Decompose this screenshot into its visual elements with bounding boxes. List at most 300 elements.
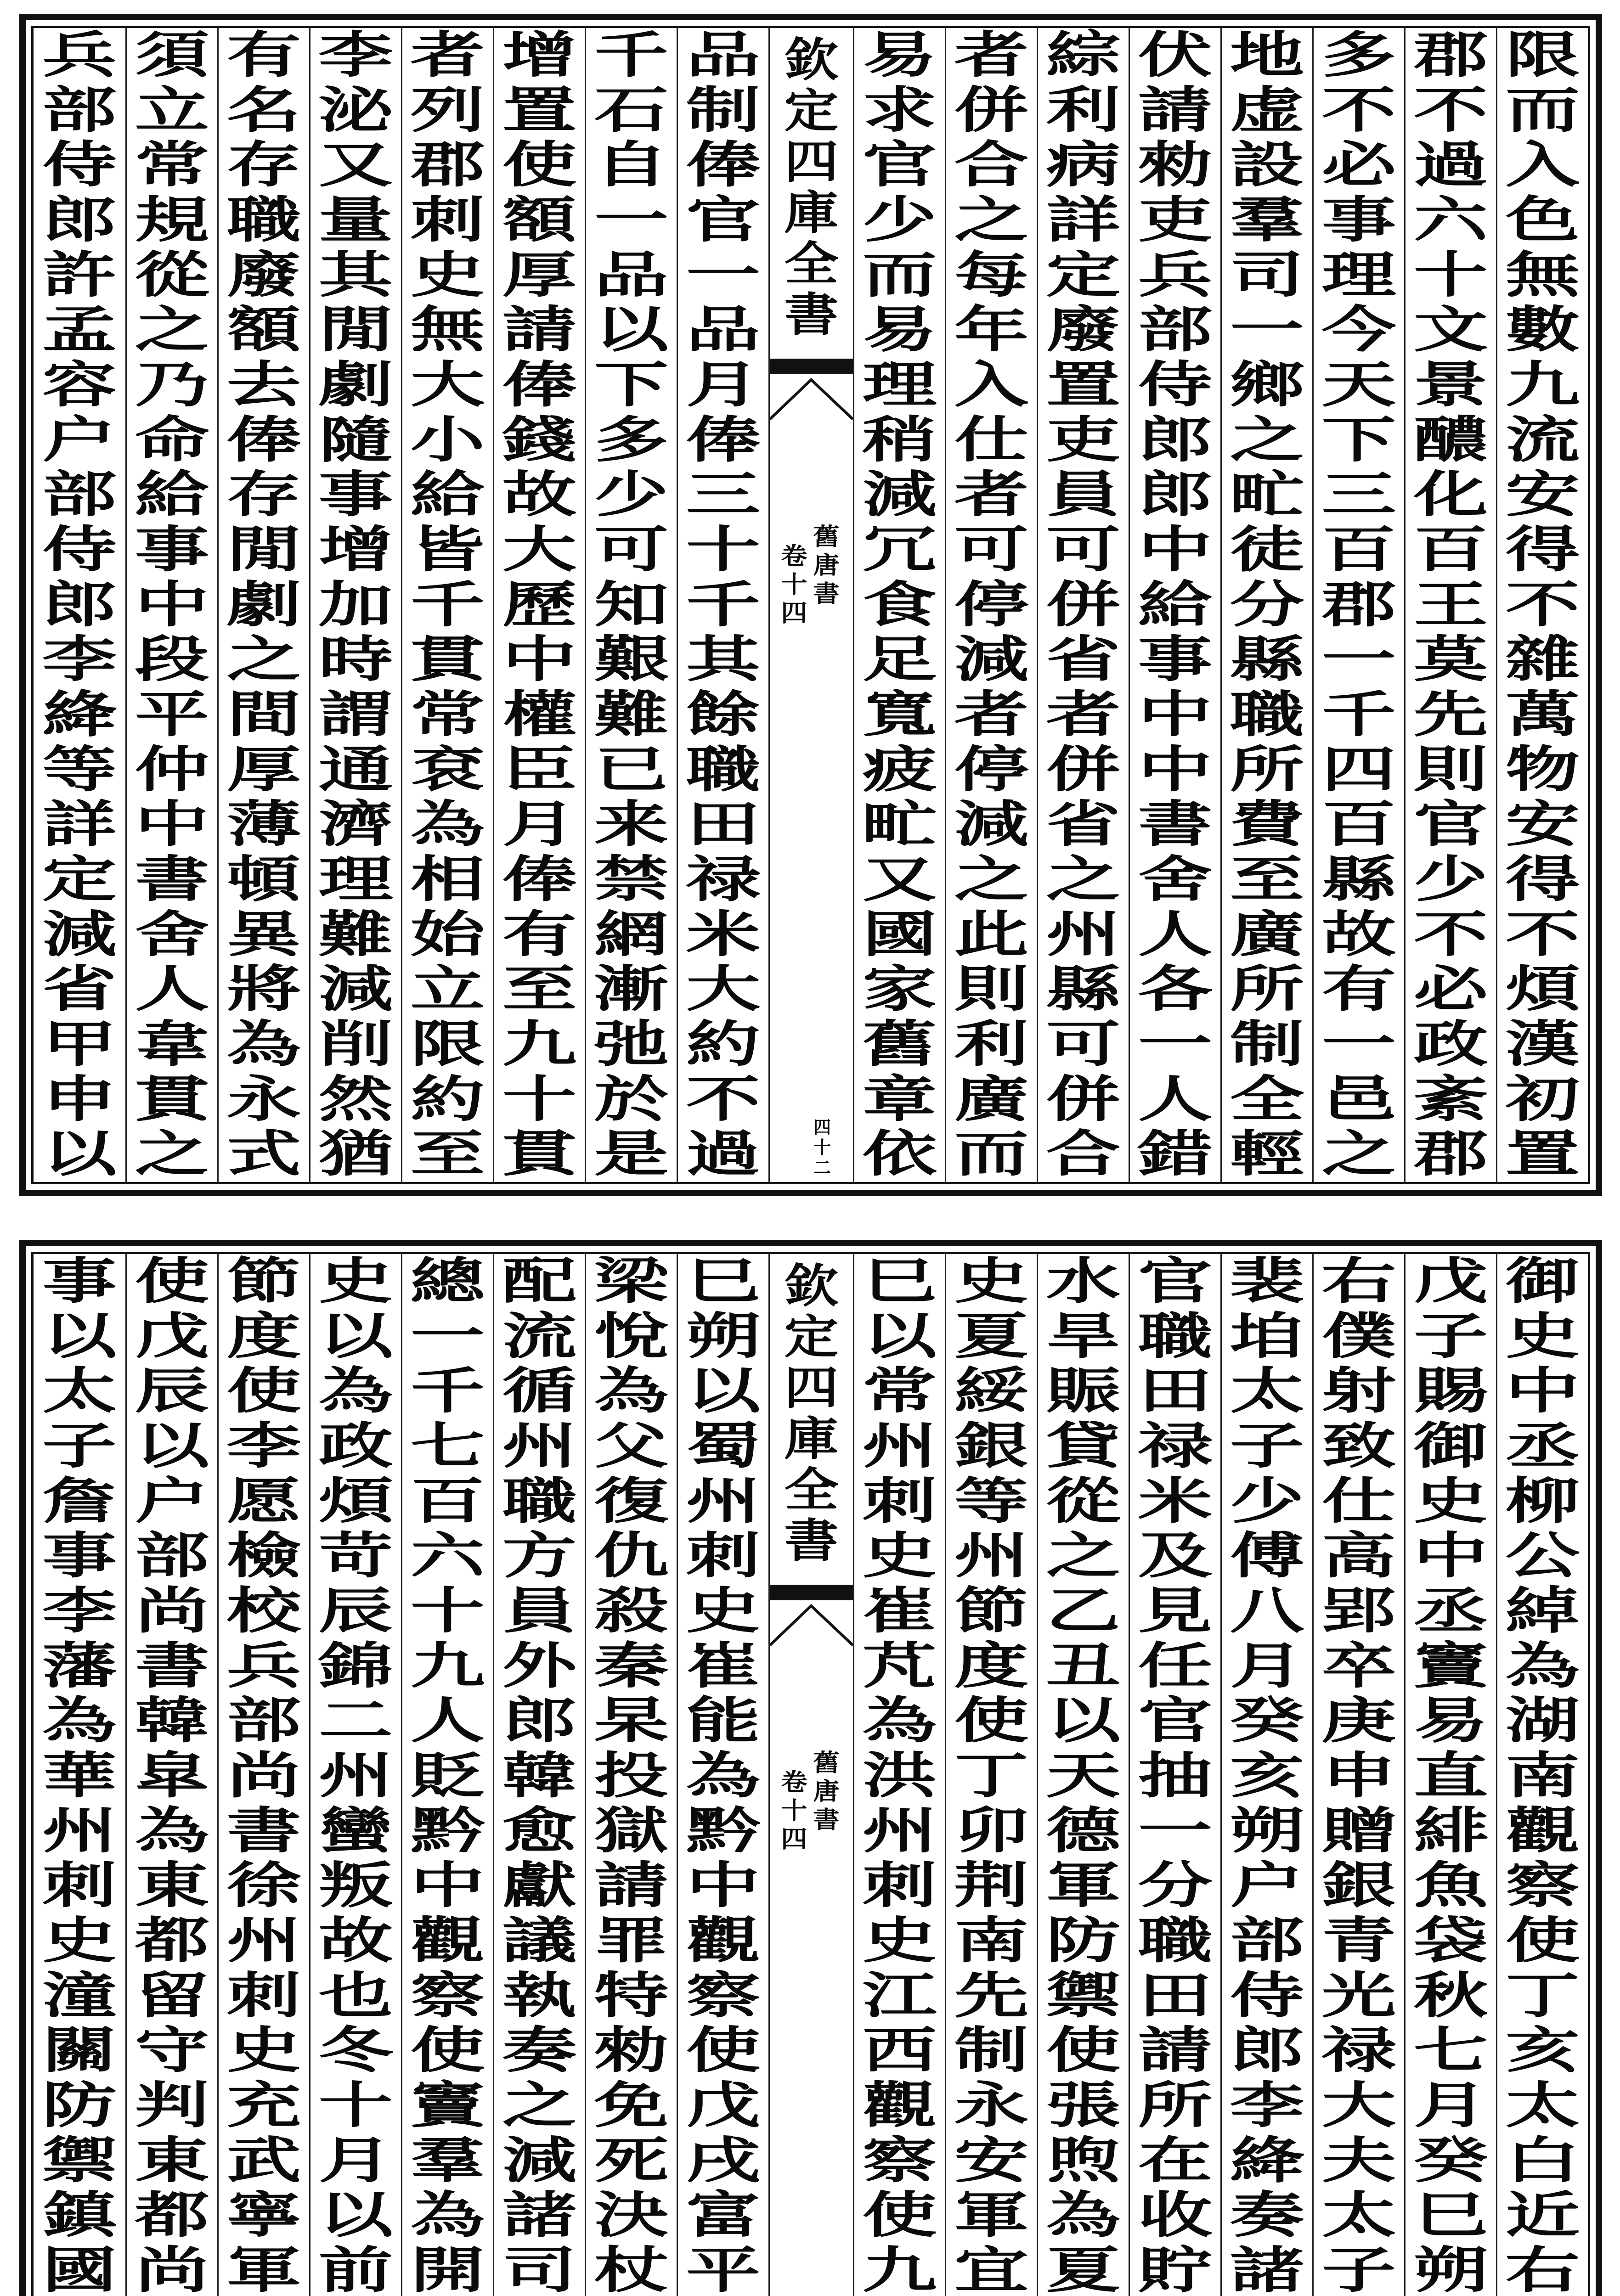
glyph: 職 <box>226 191 301 249</box>
glyph: 乙 <box>1046 1582 1121 1640</box>
glyph: 及 <box>1138 1527 1213 1585</box>
glyph: 事 <box>42 1527 117 1585</box>
glyph: 立 <box>410 960 485 1019</box>
glyph: 書 <box>135 850 209 909</box>
glyph: 二 <box>318 1692 393 1750</box>
glyph: 為 <box>686 1747 761 1805</box>
glyph: 千 <box>594 26 669 84</box>
glyph: 以 <box>42 1125 117 1183</box>
glyph: 十 <box>813 1137 831 1158</box>
glyph: 之 <box>226 630 301 689</box>
glyph: 收 <box>1138 2186 1213 2245</box>
glyph: 徐 <box>226 1857 301 1915</box>
glyph: 可 <box>954 521 1029 579</box>
glyph: 給 <box>1138 575 1213 634</box>
glyph: 十 <box>410 1582 485 1640</box>
glyph: 之 <box>954 191 1029 249</box>
glyph: 刺 <box>42 1857 117 1915</box>
inner-frame <box>31 1252 1590 2296</box>
glyph: 綽 <box>1505 1582 1580 1640</box>
glyph: 得 <box>1505 850 1580 909</box>
glyph: 合 <box>954 136 1029 194</box>
glyph: 減 <box>42 905 117 963</box>
glyph: 青 <box>1321 1912 1396 1970</box>
glyph: 田 <box>1138 1966 1213 2025</box>
glyph: 賑 <box>1046 1362 1121 1420</box>
glyph: 仇 <box>594 1527 669 1585</box>
glyph: 制 <box>1230 1015 1304 1074</box>
glyph: 約 <box>410 1070 485 1128</box>
glyph: 州 <box>862 1417 937 1475</box>
glyph: 蜀 <box>686 1417 761 1475</box>
glyph: 錯 <box>1138 1125 1213 1183</box>
glyph: 臣 <box>502 740 577 799</box>
glyph: 部 <box>1230 1912 1304 1970</box>
text-column <box>34 28 125 1182</box>
glyph: 巳 <box>862 1252 937 1310</box>
glyph: 来 <box>594 795 669 854</box>
glyph: 華 <box>42 1747 117 1805</box>
glyph: 黔 <box>686 1801 761 1860</box>
glyph: 諸 <box>502 2186 577 2245</box>
glyph: 隨 <box>318 411 393 469</box>
glyph: 史 <box>42 1912 117 1970</box>
glyph: 自 <box>594 136 669 194</box>
glyph: 朔 <box>1230 1801 1304 1860</box>
glyph: 每 <box>954 246 1029 304</box>
glyph: 一 <box>1321 1015 1396 1074</box>
glyph: 永 <box>226 1070 301 1128</box>
glyph: 蠻 <box>318 1801 393 1860</box>
glyph: 刺 <box>862 1472 937 1530</box>
glyph: 至 <box>502 960 577 1019</box>
glyph: 辰 <box>318 1582 393 1640</box>
glyph: 傅 <box>1230 1527 1304 1585</box>
glyph: 奏 <box>1230 2186 1304 2245</box>
glyph: 郡 <box>1413 1125 1488 1183</box>
glyph: 書 <box>784 1514 839 1568</box>
glyph: 亥 <box>1505 2021 1580 2080</box>
glyph: 千 <box>410 1362 485 1420</box>
glyph: 月 <box>502 795 577 854</box>
glyph: 下 <box>594 356 669 414</box>
glyph: 全 <box>784 236 839 291</box>
glyph: 之 <box>1321 1125 1396 1183</box>
glyph: 大 <box>410 356 485 414</box>
glyph: 品 <box>594 246 669 304</box>
glyph: 中 <box>1138 740 1213 799</box>
glyph: 其 <box>686 630 761 689</box>
glyph: 悅 <box>594 1307 669 1365</box>
glyph: 黔 <box>410 1801 485 1860</box>
glyph: 開 <box>410 2241 485 2296</box>
glyph: 中 <box>410 1857 485 1915</box>
glyph: 舍 <box>135 905 209 963</box>
glyph: 停 <box>954 575 1029 634</box>
glyph: 難 <box>594 686 669 744</box>
glyph: 察 <box>862 2131 937 2189</box>
glyph: 許 <box>42 246 117 304</box>
glyph: 以 <box>135 1417 209 1475</box>
glyph: 詹 <box>42 1472 117 1530</box>
glyph: 四 <box>781 599 807 627</box>
glyph: 全 <box>784 1463 839 1517</box>
glyph: 抽 <box>1138 1747 1213 1805</box>
glyph: 其 <box>318 246 393 304</box>
glyph: 不 <box>1413 81 1488 139</box>
glyph: 至 <box>1230 850 1304 909</box>
glyph: 此 <box>954 905 1029 963</box>
glyph: 併 <box>1046 1070 1121 1128</box>
glyph: 則 <box>1413 740 1488 799</box>
glyph: 三 <box>686 466 761 524</box>
glyph: 舍 <box>1138 850 1213 909</box>
glyph: 依 <box>862 1125 937 1183</box>
glyph: 中 <box>1413 1527 1488 1585</box>
glyph: 十 <box>781 1797 807 1825</box>
glyph: 户 <box>1230 1857 1304 1915</box>
glyph: 雜 <box>1505 630 1580 689</box>
glyph: 右 <box>1321 1252 1396 1310</box>
glyph: 職 <box>1138 1307 1213 1365</box>
glyph: 七 <box>410 1417 485 1475</box>
glyph: 煩 <box>318 1472 393 1530</box>
glyph: 丁 <box>954 1747 1029 1805</box>
glyph: 須 <box>135 26 209 84</box>
glyph: 安 <box>954 2131 1029 2189</box>
glyph: 郎 <box>1230 2021 1304 2080</box>
glyph: 理 <box>318 850 393 909</box>
glyph: 部 <box>1138 301 1213 359</box>
glyph: 郎 <box>42 575 117 634</box>
glyph: 小 <box>410 411 485 469</box>
glyph: 求 <box>862 81 937 139</box>
glyph: 為 <box>862 1692 937 1750</box>
glyph: 天 <box>1046 1747 1121 1805</box>
glyph: 規 <box>135 191 209 249</box>
glyph: 增 <box>318 521 393 579</box>
glyph: 官 <box>686 191 761 249</box>
glyph: 停 <box>954 740 1029 799</box>
glyph: 定 <box>42 850 117 909</box>
glyph: 軍 <box>226 2241 301 2296</box>
glyph: 不 <box>1321 81 1396 139</box>
glyph: 為 <box>135 1801 209 1860</box>
glyph: 右 <box>1505 2241 1580 2296</box>
glyph: 配 <box>502 1252 577 1310</box>
glyph: 南 <box>954 1912 1029 1970</box>
glyph: 九 <box>1505 356 1580 414</box>
glyph: 事 <box>1138 630 1213 689</box>
glyph: 父 <box>594 1417 669 1475</box>
glyph: 刺 <box>410 191 485 249</box>
glyph: 察 <box>686 1966 761 2025</box>
glyph: 易 <box>1413 1692 1488 1750</box>
glyph: 僕 <box>1321 1307 1396 1365</box>
glyph: 流 <box>502 1307 577 1365</box>
glyph: 使 <box>954 1692 1029 1750</box>
glyph: 芃 <box>862 1637 937 1695</box>
glyph: 為 <box>1505 1637 1580 1695</box>
glyph: 綏 <box>954 1362 1029 1420</box>
glyph: 漸 <box>594 960 669 1019</box>
glyph: 卷 <box>781 1768 807 1796</box>
glyph: 利 <box>1046 81 1121 139</box>
glyph: 甲 <box>42 1015 117 1074</box>
glyph: 人 <box>1138 1070 1213 1128</box>
glyph: 石 <box>594 81 669 139</box>
glyph: 為 <box>42 1692 117 1750</box>
glyph: 病 <box>1046 136 1121 194</box>
glyph: 州 <box>502 1417 577 1475</box>
glyph: 大 <box>1321 2077 1396 2135</box>
glyph: 太 <box>1230 1362 1304 1420</box>
glyph: 羣 <box>1230 191 1304 249</box>
glyph: 難 <box>318 905 393 963</box>
glyph: 柳 <box>1505 1472 1580 1530</box>
glyph: 卯 <box>954 1801 1029 1860</box>
glyph: 限 <box>410 1015 485 1074</box>
glyph: 充 <box>226 2077 301 2135</box>
glyph: 省 <box>1046 795 1121 854</box>
glyph: 景 <box>1413 356 1488 414</box>
glyph: 皐 <box>135 1747 209 1805</box>
glyph: 制 <box>686 81 761 139</box>
glyph: 冬 <box>318 2021 393 2080</box>
glyph: 舊 <box>862 1015 937 1074</box>
glyph: 四 <box>784 1361 839 1415</box>
glyph: 十 <box>318 2077 393 2135</box>
glyph: 以 <box>42 1307 117 1365</box>
glyph: 秦 <box>594 1637 669 1695</box>
glyph: 司 <box>502 2241 577 2296</box>
glyph: 常 <box>410 686 485 744</box>
glyph: 食 <box>862 575 937 634</box>
glyph: 旱 <box>1046 1307 1121 1365</box>
glyph: 鄉 <box>1230 356 1304 414</box>
glyph: 紊 <box>1413 1070 1488 1128</box>
glyph: 平 <box>686 2241 761 2296</box>
glyph: 禄 <box>686 850 761 909</box>
glyph: 郎 <box>1138 411 1213 469</box>
glyph: 孟 <box>42 301 117 359</box>
glyph: 先 <box>954 1966 1029 2025</box>
glyph: 郎 <box>502 1692 577 1750</box>
glyph: 田 <box>1138 1362 1213 1420</box>
glyph: 少 <box>1230 1472 1304 1530</box>
glyph: 濟 <box>318 795 393 854</box>
glyph: 中 <box>135 795 209 854</box>
glyph: 宜 <box>954 2241 1029 2296</box>
glyph: 給 <box>135 466 209 524</box>
glyph: 冗 <box>862 521 937 579</box>
glyph: 詳 <box>42 795 117 854</box>
glyph: 寬 <box>862 686 937 744</box>
glyph: 史 <box>954 1252 1029 1310</box>
glyph: 史 <box>226 2021 301 2080</box>
glyph: 羣 <box>410 2131 485 2189</box>
glyph: 侍 <box>42 521 117 579</box>
glyph: 司 <box>1230 246 1304 304</box>
glyph: 叛 <box>318 1857 393 1915</box>
glyph: 無 <box>1505 246 1580 304</box>
glyph: 虚 <box>1230 81 1304 139</box>
glyph: 外 <box>502 1637 577 1695</box>
glyph: 之 <box>135 1125 209 1183</box>
glyph: 存 <box>226 136 301 194</box>
glyph: 廣 <box>1230 905 1304 963</box>
glyph: 置 <box>502 81 577 139</box>
glyph: 寧 <box>226 2186 301 2245</box>
glyph: 都 <box>135 2186 209 2245</box>
glyph: 死 <box>594 2131 669 2189</box>
glyph: 謂 <box>318 686 393 744</box>
glyph: 觀 <box>1505 1801 1580 1860</box>
glyph: 能 <box>686 1692 761 1750</box>
glyph: 也 <box>318 1966 393 2025</box>
glyph: 使 <box>410 2021 485 2080</box>
glyph: 入 <box>954 356 1029 414</box>
glyph: 一 <box>1321 630 1396 689</box>
glyph: 將 <box>226 960 301 1019</box>
glyph: 使 <box>1046 2021 1121 2080</box>
glyph: 伏 <box>1138 26 1213 84</box>
glyph: 貫 <box>135 1070 209 1128</box>
glyph: 軍 <box>954 2186 1029 2245</box>
glyph: 子 <box>1413 1307 1488 1365</box>
glyph: 以 <box>318 1307 393 1365</box>
glyph: 書 <box>813 1806 840 1834</box>
glyph: 九 <box>502 1015 577 1074</box>
glyph: 頓 <box>226 850 301 909</box>
glyph: 防 <box>1046 1912 1121 1970</box>
glyph: 而 <box>1505 81 1580 139</box>
glyph: 檢 <box>226 1527 301 1585</box>
glyph: 侍 <box>42 136 117 194</box>
glyph: 兵 <box>1138 246 1213 304</box>
glyph: 物 <box>1505 740 1580 799</box>
glyph: 泌 <box>318 81 393 139</box>
glyph: 關 <box>42 2021 117 2080</box>
glyph: 兵 <box>42 26 117 84</box>
glyph: 政 <box>1413 1015 1488 1074</box>
glyph: 觀 <box>686 1912 761 1970</box>
glyph: 又 <box>318 136 393 194</box>
glyph: 十 <box>502 1070 577 1128</box>
glyph: 李 <box>226 1417 301 1475</box>
glyph: 權 <box>502 686 577 744</box>
glyph: 六 <box>410 1527 485 1585</box>
glyph: 必 <box>1413 960 1488 1019</box>
glyph: 減 <box>318 960 393 1019</box>
glyph: 各 <box>1138 960 1213 1019</box>
glyph: 以 <box>862 1307 937 1365</box>
glyph: 有 <box>1321 960 1396 1019</box>
glyph: 富 <box>686 2186 761 2245</box>
glyph: 秋 <box>1413 1966 1488 2025</box>
glyph: 所 <box>1230 960 1304 1019</box>
glyph: 之 <box>954 850 1029 909</box>
glyph: 百 <box>1321 521 1396 579</box>
glyph: 劇 <box>226 575 301 634</box>
glyph: 吏 <box>1138 191 1213 249</box>
glyph: 苛 <box>318 1527 393 1585</box>
glyph: 官 <box>1413 795 1488 854</box>
glyph: 庚 <box>1321 1692 1396 1750</box>
glyph: 者 <box>410 26 485 84</box>
glyph: 癸 <box>1230 1692 1304 1750</box>
glyph: 都 <box>135 1912 209 1970</box>
glyph: 官 <box>862 136 937 194</box>
glyph: 州 <box>686 1472 761 1530</box>
upper-leaf <box>19 14 1602 1196</box>
glyph: 兵 <box>226 1637 301 1695</box>
glyph: 緋 <box>1413 1801 1488 1860</box>
glyph: 奏 <box>502 2021 577 2080</box>
glyph: 列 <box>410 81 485 139</box>
glyph: 守 <box>135 2021 209 2080</box>
glyph: 故 <box>318 1912 393 1970</box>
glyph: 可 <box>594 521 669 579</box>
glyph: 察 <box>1505 1857 1580 1915</box>
glyph: 九 <box>410 1637 485 1695</box>
glyph: 併 <box>1046 575 1121 634</box>
glyph: 常 <box>135 136 209 194</box>
glyph: 為 <box>410 2186 485 2245</box>
glyph: 欽 <box>784 33 839 87</box>
glyph: 郡 <box>410 136 485 194</box>
glyph: 所 <box>1138 2077 1213 2135</box>
glyph: 十 <box>781 571 807 599</box>
glyph: 江 <box>862 1966 937 2025</box>
glyph: 萬 <box>1505 686 1580 744</box>
glyph: 辰 <box>135 1362 209 1420</box>
glyph: 從 <box>135 246 209 304</box>
glyph: 絳 <box>1230 2131 1304 2189</box>
glyph: 任 <box>1138 1637 1213 1695</box>
glyph: 諸 <box>1230 2241 1304 2296</box>
glyph: 袞 <box>410 740 485 799</box>
glyph: 員 <box>502 1582 577 1640</box>
glyph: 戌 <box>686 2131 761 2189</box>
glyph: 朔 <box>686 1307 761 1365</box>
glyph: 已 <box>594 740 669 799</box>
glyph: 不 <box>686 1070 761 1128</box>
glyph: 縣 <box>1321 850 1396 909</box>
glyph: 之 <box>1230 411 1304 469</box>
glyph: 官 <box>1138 1692 1213 1750</box>
glyph: 煩 <box>1505 960 1580 1019</box>
glyph: 判 <box>135 2077 209 2135</box>
glyph: 侍 <box>1230 1966 1304 2025</box>
glyph: 一 <box>1138 1015 1213 1074</box>
glyph: 文 <box>1413 301 1488 359</box>
glyph: 增 <box>502 26 577 84</box>
glyph: 故 <box>1321 905 1396 963</box>
glyph: 易 <box>862 301 937 359</box>
glyph: 制 <box>954 2021 1029 2080</box>
glyph: 賜 <box>1413 1362 1488 1420</box>
glyph: 庫 <box>784 1412 839 1466</box>
glyph: 勑 <box>1138 136 1213 194</box>
inner-frame <box>31 26 1590 1184</box>
glyph: 刺 <box>226 1966 301 2025</box>
glyph: 流 <box>1505 411 1580 469</box>
glyph: 貯 <box>1138 2241 1213 2296</box>
glyph: 家 <box>862 960 937 1019</box>
glyph: 職 <box>1138 1912 1213 1970</box>
glyph: 過 <box>1413 136 1488 194</box>
